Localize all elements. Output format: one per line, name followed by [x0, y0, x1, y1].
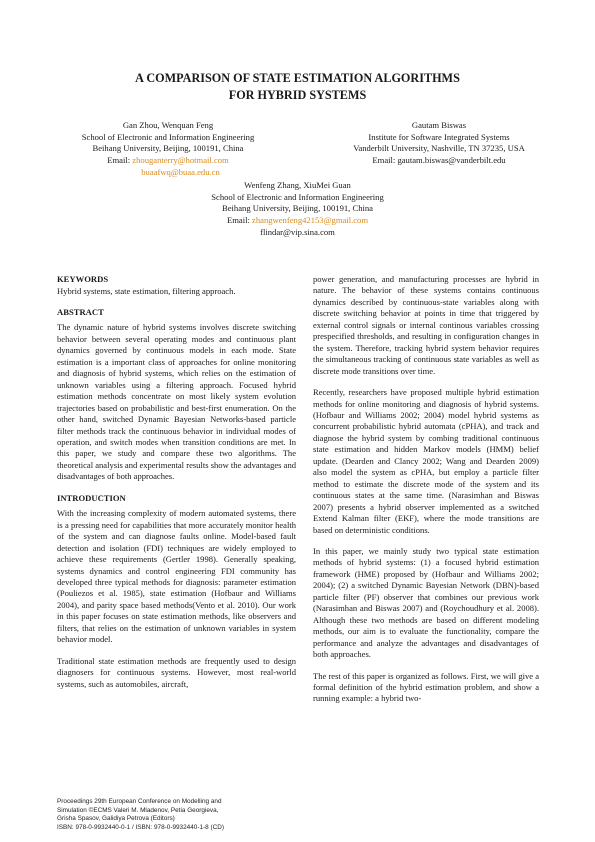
body-paragraph-4: The rest of this paper is organized as follows. First, we will give a formal definition of the hybrid estimation problem, and show a running example: a hybrid two- — [313, 670, 539, 704]
abstract-text: The dynamic nature of hybrid systems involves discrete switching behavior between several operating modes and continuous plant dynamics governed by continuous models in each mode. State estimation is a important class of approaches for online monitoring and diagnosis of hybrid systems, which relies on the estimation of unknown variables using a filtering approach. Focused hybrid estimation methods concentrate on most likely system evolution trajectories based on probabilistic and best-first enumeration. On the other hand, switched Dynamic Bayesian Networks-based particle filter methods track the continuous behavior in individual modes of operation, and switch modes when transition conditions are met. In this paper, we study and compare these two algorithms. The theoretical analysis and experimental results show the advantages and disadvantages of both approaches. — [57, 322, 296, 482]
title-line-2: FOR HYBRID SYSTEMS — [228, 88, 367, 102]
author-block-center — [140, 180, 455, 239]
footer-line-2: Simulation ©ECMS Valeri M. Mladenov, Petia Georgieva, — [57, 806, 219, 814]
right-column — [313, 274, 539, 705]
author-affiliation-address: Vanderbilt University, Nashville, TN 37235, USA — [353, 143, 525, 154]
author-affiliation: School of Electronic and Information Engineering — [211, 191, 384, 202]
author-names: Gautam Biswas — [411, 120, 467, 130]
author-affiliation: School of Electronic and Information Engineering — [81, 131, 255, 142]
introduction-paragraph-1: With the increasing complexity of modern automated systems, there is a pressing need for capabilities that more accurately monitor health of the system and can diagnose faults online. Model-based fault detection and isolation (FDI) techniques are widely employed to achieve these requirements (Gertler 1998). Generally speaking, systems dynamics and control engineering FDI community has developed three typical methods for diagnosis: parameter estimation (Pouliezos et al. 1985), state estimation (Hofbaur and Williams 2004), and parity space based methods(Vento et al. 2010). Our work in this paper focuses on state estimation methods, like observers and filters, that relies on the estimation of unknown variables in system behavior model. — [57, 508, 296, 645]
author-email-line-2 — [40, 167, 296, 179]
author-affiliation-address: Beihang University, Beijing, 100191, China — [92, 143, 244, 154]
email-link[interactable]: zhangwenfeng42153@gmail.com — [252, 215, 369, 226]
conference-footer — [57, 798, 317, 832]
body-paragraph-1: power generation, and manufacturing processes are hybrid in nature. The behavior of these systems contains continuous dynamics described by continuous-state variables along with discrete switching behavior at points in time that triggered by external control signals or internal continous variables crossing prespecified thresholds, and resulting in configuration changes in the system. Therefore, tracking hybrid system behavior requires the simultaneous tracking of continuous state variables as well as discrete mode transitions over time. — [313, 274, 539, 376]
footer-line-4: ISBN: 978-0-9932440-0-1 / ISBN: 978-0-9932440-1-8 (CD) — [57, 823, 224, 831]
email-link[interactable]: zhouganterry@hotmail.com — [132, 155, 229, 166]
author-names: Gan Zhou, Wenquan Feng — [122, 120, 214, 130]
author-block-left — [40, 120, 296, 179]
paper-title — [0, 70, 595, 104]
email-link[interactable]: buaafwq@buaa.edu.cn — [141, 166, 220, 177]
author-email-line: Email: gautam.biswas@vanderbilt.edu — [372, 155, 506, 166]
keywords-text: Hybrid systems, state estimation, filtering approach. — [57, 285, 236, 296]
author-block-right — [315, 120, 563, 167]
email-label: Email: — [107, 155, 133, 166]
author-names: Wenfeng Zhang, XiuMei Guan — [244, 180, 351, 190]
keywords-heading: KEYWORDS — [57, 274, 109, 284]
author-affiliation: Institute for Software Integrated Systems — [368, 131, 510, 142]
author-affiliation-address: Beihang University, Beijing, 100191, China — [221, 203, 373, 214]
body-paragraph-2: Recently, researchers have proposed multiple hybrid estimation methods for online monitoring and diagnosis of hybrid systems. (Hofbaur and Williams 2002; 2004) model hybrid systems as concurrent probabilistic hybrid automata (cPHA), and track and diagnose the hybrid system by combing traditional continuous state estimation and hidden Markov models (HMM) belief update. (Dearden and Clancy 2002; Wang and Dearden 2009) also model the system as cPHA, but employ a particle filter method to estimate the discrete mode of the system and its continuous states at the same time. (Narasimhan and Biswas 2007) presents a hybrid observer implemented as a switched Extend Kalman filter (EKF), where the mode transitions are based on deterministic conditions. — [313, 387, 539, 535]
author-email-line-2: flindar@vip.sina.com — [260, 226, 335, 237]
introduction-paragraph-2: Traditional state estimation methods are frequently used to design diagnosers for continuous systems. However, most real-world systems, such as automobiles, aircraft, — [57, 655, 296, 689]
abstract-heading: ABSTRACT — [57, 306, 104, 317]
email-label: Email: — [226, 215, 253, 226]
footer-line-3: Grisha Spasov, Galidiya Petrova (Editors) — [57, 815, 175, 822]
footer-line-1: Proceedings 29th European Conference on Modelling and — [57, 798, 222, 805]
body-paragraph-3: In this paper, we mainly study two typical state estimation methods of hybrid systems: (1) a focused hybrid estimation framework (HME) proposed by (Hofbaur and Williams 2002; 2004); (2) a switched Dynamic Bayesian Network (DBN)-based particle filter (PF) observer that combines our previous work (Narasimhan and Biswas 2007) and (Roychoudhury et al. 2008). Although these two methods are based on different modeling methods, our aim is to evaluate the functionality, compare the performance and analyze the advantages and disadvantages of both approaches. — [313, 545, 539, 660]
left-column — [57, 274, 296, 690]
author-email-line — [40, 155, 296, 167]
title-line-1: A COMPARISON OF STATE ESTIMATION ALGORITHMS — [135, 71, 460, 85]
introduction-heading: INTRODUCTION — [57, 492, 126, 503]
author-email-line — [140, 215, 455, 227]
